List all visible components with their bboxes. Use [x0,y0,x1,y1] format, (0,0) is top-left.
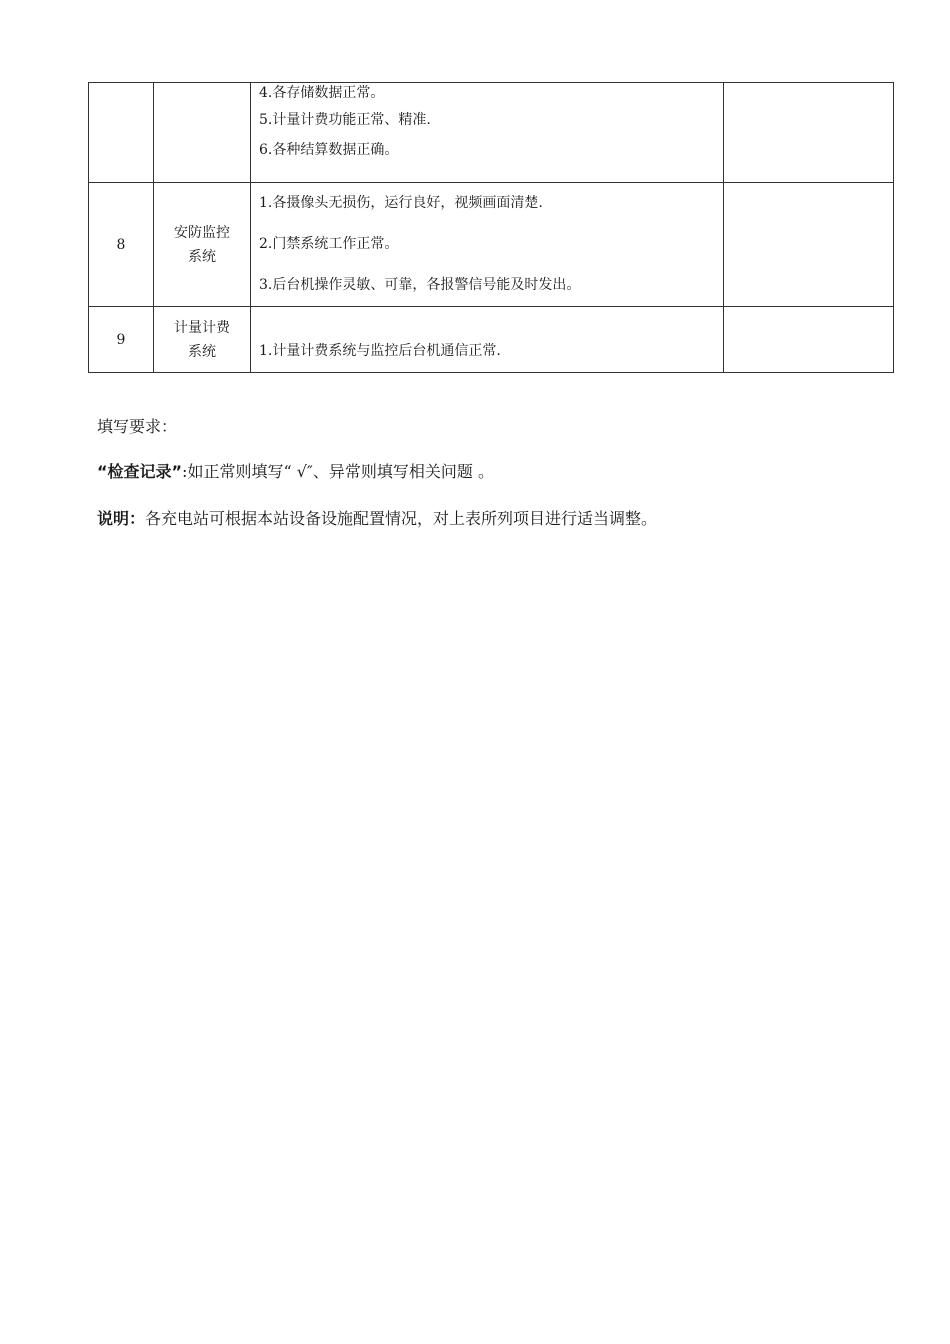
table-row [89,83,894,183]
system-name-cell [154,183,251,307]
check-items-cell [251,83,724,183]
row-number-cell [89,83,154,183]
inspection-record-cell [724,83,894,183]
check-items-cell [251,307,724,373]
check-item: 5.计量计费功能正常、精准. [259,112,431,129]
row-number-cell: 9 [89,307,154,373]
inspection-record-cell [724,307,894,373]
record-label: “检查记录” [97,462,183,481]
check-items-cell [251,183,724,307]
inspection-table [88,82,894,373]
check-item: 2.门禁系统工作正常。 [259,236,399,252]
explanation-text: 各充电站可根据本站设备设施配置情况，对上表所列项目进行适当调整。 [145,509,658,528]
row-number-cell: 8 [89,183,154,307]
check-item: 4.各存储数据正常。 [259,85,385,102]
explanation-label: 说明： [97,509,146,528]
inspection-record-cell [724,183,894,307]
check-item: 3.后台机操作灵敏、可靠，各报警信号能及时发出。 [259,277,581,293]
system-name-line: 系统 [188,343,216,360]
system-name-line: 计量计费 [174,319,230,336]
check-item: 1.各摄像头无损伤，运行良好，视频画面清楚. [259,195,543,211]
record-instruction [97,459,494,482]
system-name-cell [154,83,251,183]
check-item: 6.各种结算数据正确。 [259,141,399,158]
fill-requirements-heading: 填写要求： [97,417,178,436]
system-name-line: 系统 [188,248,216,265]
record-instruction-text: :如正常则填写“ √″、异常则填写相关问题 。 [182,462,494,481]
explanation-note [97,506,657,529]
system-name-cell [154,307,251,373]
system-name-line: 安防监控 [174,224,230,241]
table-row [89,183,894,307]
check-item: 1.计量计费系统与监控后台机通信正常. [259,343,501,359]
table-row [89,307,894,373]
